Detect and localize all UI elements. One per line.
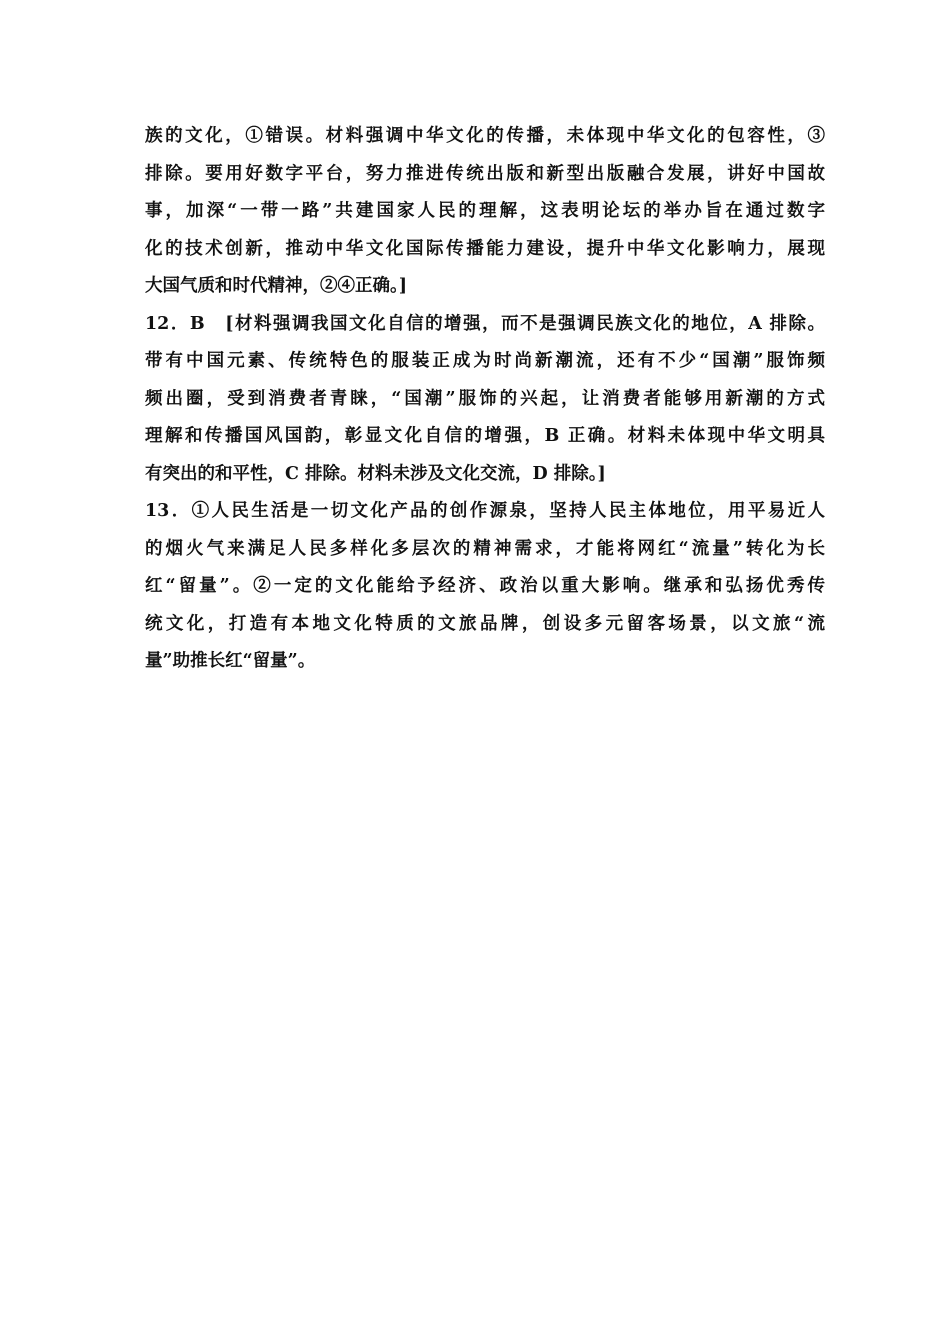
answer-13-paragraph [145, 493, 825, 681]
text-line: 有突出的和平性，C 排除。材料未涉及文化交流，D 排除。] [145, 463, 606, 484]
text-line: 频出圈，受到消费者青睐，“国潮”服饰的兴起，让消费者能够用新潮的方式 [145, 388, 825, 409]
text-line: 13．①人民生活是一切文化产品的创作源泉，坚持人民主体地位，用平易近人 [145, 501, 825, 521]
text-line: 带有中国元素、传统特色的服装正成为时尚新潮流，还有不少“国潮”服饰频 [145, 351, 825, 371]
text-line: 事，加深“一带一路”共建国家人民的理解，这表明论坛的举办旨在通过数字 [145, 201, 825, 221]
text-line: 大国气质和时代精神，②④正确。] [145, 276, 408, 296]
text-line: 的烟火气来满足人民多样化多层次的精神需求，才能将网红“流量”转化为长 [145, 538, 825, 559]
text-line: 化的技术创新，推动中华文化国际传播能力建设，提升中华文化影响力，展现 [145, 238, 825, 259]
answer-11-continued-paragraph [145, 118, 825, 306]
text-line: 排除。要用好数字平台，努力推进传统出版和新型出版融合发展，讲好中国故 [145, 163, 825, 184]
text-line: 理解和传播国风国韵，彰显文化自信的增强，B 正确。材料未体现中华文明具 [145, 426, 825, 446]
text-line: 红“留量”。②一定的文化能给予经济、政治以重大影响。继承和弘扬优秀传 [145, 576, 825, 596]
answer-text-block [145, 118, 825, 681]
answer-12-paragraph [145, 306, 825, 494]
text-line: 量”助推长红“留量”。 [145, 651, 316, 671]
text-line: 统文化，打造有本地文化特质的文旅品牌，创设多元留客场景，以文旅“流 [145, 613, 825, 634]
text-line: 12．B [材料强调我国文化自信的增强，而不是强调民族文化的地位，A 排除。 [145, 313, 825, 334]
text-line: 族的文化，①错误。材料强调中华文化的传播，未体现中华文化的包容性，③ [145, 126, 825, 146]
